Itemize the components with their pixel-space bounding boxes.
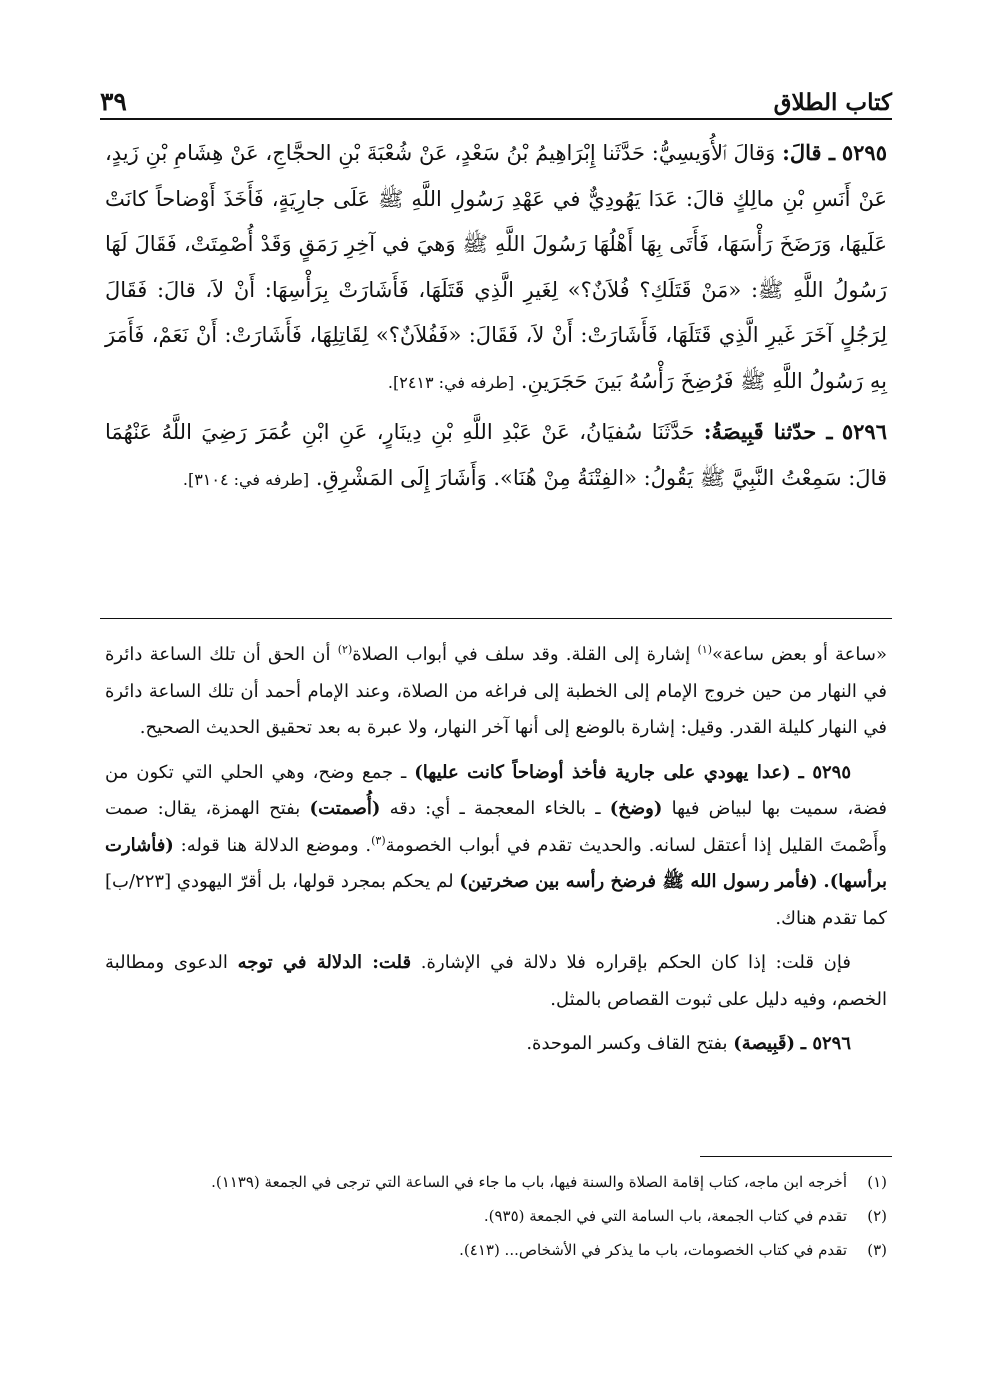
hadith-reference: [طرفه في: ٢٤١٣]. (387, 372, 515, 392)
commentary-text: ـ بالخاء المعجمة ـ أي: دقه (389, 798, 601, 819)
commentary-para-2 (105, 755, 887, 938)
commentary-lemma: (وضخ) (609, 798, 663, 819)
footnote-number: (٢) (867, 1207, 887, 1225)
quote: «ساعة أو بعض ساعة» (712, 644, 887, 665)
hadith-reference: [طرفه في: ٣١٠٤]. (182, 469, 310, 489)
hadith-body: وَقالَ ٱلأُوَيسِيُّ: حَدَّثَنا إِبْرَاهِيمُ بْنُ سَعْدٍ، عَنْ شُعْبَةَ بْنِ الحجَّاجِ، عَنْ هِشَامِ بْنِ زَيدٍ، عَنْ أَنَسِ بْنِ مالِكٍ قالَ: عَدَا يَهُودِيٌّ في عَهْدِ رَسُولِ اللَّهِ ﷺ عَلَى جارِيَةٍ، فَأَخَذَ أَوْضاحاً كانَتْ عَلَيهَا، وَرَضَخَ رَأْسَهَا، فَأَتَى بِهَا أَهْلُهَا رَسُولَ اللَّهِ ﷺ وَهيَ في آخِرِ رَمَقٍ وَقَدْ أُصْمِتَتْ، فَقَالَ لَهَا رَسُولُ اللَّهِ ﷺ: «مَنْ قَتَلَكِ؟ فُلاَنٌ؟» لِغَيرِ الَّذِي قَتَلَهَا، فَأَشَارَتْ بِرَأْسِهَا: أَنْ لاَ، قالَ: فَقَالَ لِرَجُلٍ آخَرَ غَيرِ الَّذِي قَتَلَهَا، فَأَشَارَتْ: أَنْ لاَ، فَقَالَ: «فَفُلاَنٌ؟» لِقَاتِلِهَا، فَأَشَارَتْ: أَنْ نَعَمْ، فَأَمَرَ بِهِ رَسُولُ اللَّهِ ﷺ فَرُضِخَ رَأْسُهُ بَينَ حَجَرَينِ. (105, 141, 887, 393)
chapter-title: كتاب الطلاق (773, 89, 892, 116)
hadith-text (105, 130, 887, 502)
commentary-text: بفتح القاف وكسر الموحدة. (526, 1033, 728, 1054)
hadith-5295 (105, 130, 887, 405)
commentary-lemma: (فأمر رسول الله ﷺ فرضخ رأسه بين صخرتين) (459, 871, 818, 892)
commentary-para-4 (105, 1026, 887, 1063)
commentary-number: ٥٢٩٥ ـ (798, 761, 851, 783)
commentary-para-3 (105, 945, 887, 1018)
footnote (105, 1236, 887, 1264)
section-divider (100, 618, 892, 619)
footnote-number: (٣) (867, 1241, 887, 1259)
hadith-5296 (105, 409, 887, 502)
footnote-ref: (٣) (371, 833, 386, 847)
hadith-lead: ـ قالَ: (782, 140, 836, 165)
commentary-lemma: (أُصمتت) (309, 798, 381, 819)
commentary-text: . وموضع الدلالة هنا قوله: (180, 834, 372, 856)
hadith-body: حَدَّثَنَا سُفيَانُ، عَنْ عَبْدِ اللَّهِ بْنِ دِينَارٍ، عَنِ ابْنِ عُمَرَ رَضِيَ اللَّهُ عَنْهُمَا قالَ: سَمِعْتُ النَّبِيَّ ﷺ يَقُولُ: «الفِتْنَةُ مِنْ هُنَا». وَأَشَارَ إِلَى المَشْرِقِ. (105, 420, 887, 490)
commentary-text: إشارة إلى القلة. وقد سلف في أبواب الصلاة (352, 644, 691, 665)
footnote-rule (700, 1156, 892, 1157)
commentary-lemma: (فأشارت برأسها). (105, 834, 888, 892)
hadith-number: ٥٢٩٦ (841, 419, 887, 444)
commentary-text: ـ جمع وضح، وهي الحلي التي تكون من فضة، سميت بها لبياض فيها (105, 761, 887, 819)
commentary-lemma: (قَبِيصة) (733, 1033, 796, 1054)
commentary-para-1 (105, 637, 887, 747)
commentary-number: ٥٢٩٦ ـ (800, 1033, 851, 1054)
footnote (105, 1202, 887, 1230)
footnote-text: تقدم في كتاب الجمعة، باب السامة التي في الجمعة (٩٣٥). (483, 1207, 847, 1225)
footnote (105, 1168, 887, 1196)
page-header (100, 74, 892, 116)
commentary (105, 637, 887, 1063)
footnote-text: تقدم في كتاب الخصومات، باب ما يذكر في الأشخاص... (٤١٣). (459, 1241, 847, 1259)
commentary-text: أن الحق أن تلك الساعة دائرة في النهار من حين خروج الإمام إلى الخطبة إلى فراغه من الصلاة، وعند الإمام أحمد أن تلك الساعة دائرة في النهار كليلة القدر. وقيل: إشارة بالوضع إلى أنها آخر النهار، ولا عبرة به بعد تحقيق الحديث الصحيح. (105, 644, 887, 738)
footnote-number: (١) (867, 1173, 887, 1191)
footnotes (105, 1168, 887, 1270)
commentary-text: بفتح الهمزة، يقال: صمت وأَصْمتَ القليل إذا أعتقل لسانه. والحديث تقدم في أبواب الخصومة (105, 798, 887, 856)
commentary-text: الدعوى ومطالبة الخصم، وفيه دليل على ثبوت القصاص بالمثل. (105, 952, 887, 1010)
hadith-lead: ـ حدّثنا قَبِيصَةُ: (703, 419, 833, 444)
commentary-text: لم يحكم بمجرد قولها، بل أقرّ اليهودي [٢٢٣/ب] كما تقدم هناك. (105, 871, 887, 929)
page-number: ٣٩ (100, 87, 127, 116)
commentary-lemma: قلت: الدلالة في توجه (237, 952, 412, 973)
footnote-text: أخرجه ابن ماجه، كتاب إقامة الصلاة والسنة فيها، باب ما جاء في الساعة التي ترجى في الجمعة (١١٣٩). (211, 1173, 847, 1191)
commentary-lemma: (عدا يهودي على جارية فأخذ أوضاحاً كانت عليها) (414, 761, 791, 783)
commentary-text: فإن قلت: إذا كان الحكم بإقراره فلا دلالة في الإشارة. (420, 952, 851, 973)
header-rule (100, 118, 892, 120)
hadith-number: ٥٢٩٥ (841, 140, 887, 165)
footnote-ref: (٢) (337, 643, 353, 656)
footnote-ref: (١) (697, 643, 713, 656)
